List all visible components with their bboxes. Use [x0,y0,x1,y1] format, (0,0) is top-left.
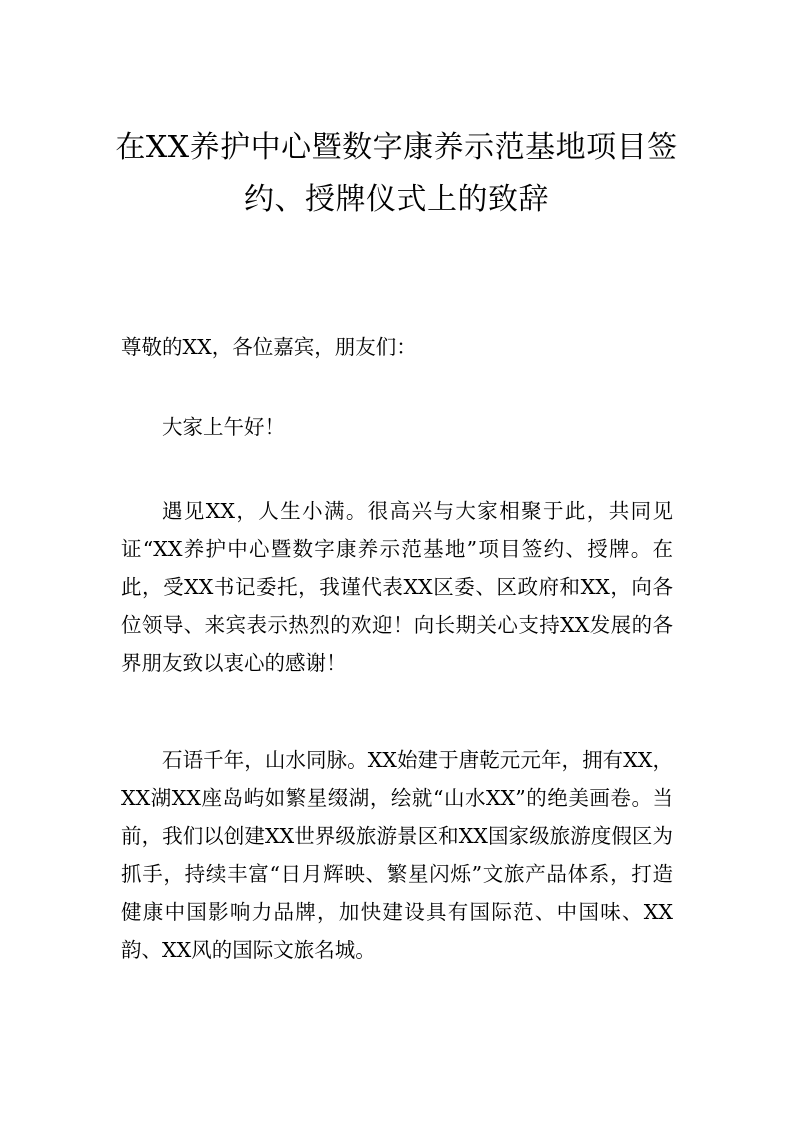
salutation: 尊敬的XX，各位嘉宾，朋友们： [121,335,417,359]
greeting: 大家上午好！ [162,415,285,439]
document-title: 在XX养护中心暨数字康养示范基地项目签约、授牌仪式上的致辞 [115,130,678,217]
body-paragraph: 石语千年，山水同脉。XX始建于唐乾元元年，拥有XX，XX湖XX座岛屿如繁星缀湖，绘就“山水XX”的绝美画卷。当前，我们以创建XX世界级旅游景区和XX国家级旅游度假区为抓手，持续丰富“日月辉映、繁星闪烁”文旅产品体系，打造健康中国影响力品牌，加快建设具有国际范、中国味、XX韵、XX风的国际文旅名城。 [121,748,673,962]
body-paragraph: 遇见XX，人生小满。很高兴与大家相聚于此，共同见证“XX养护中心暨数字康养示范基地”项目签约、授牌。在此，受XX书记委托，我谨代表XX区委、区政府和XX，向各位领导、来宾表示热烈的欢迎！向长期关心支持XX发展的各界朋友致以衷心的感谢！ [121,499,673,675]
